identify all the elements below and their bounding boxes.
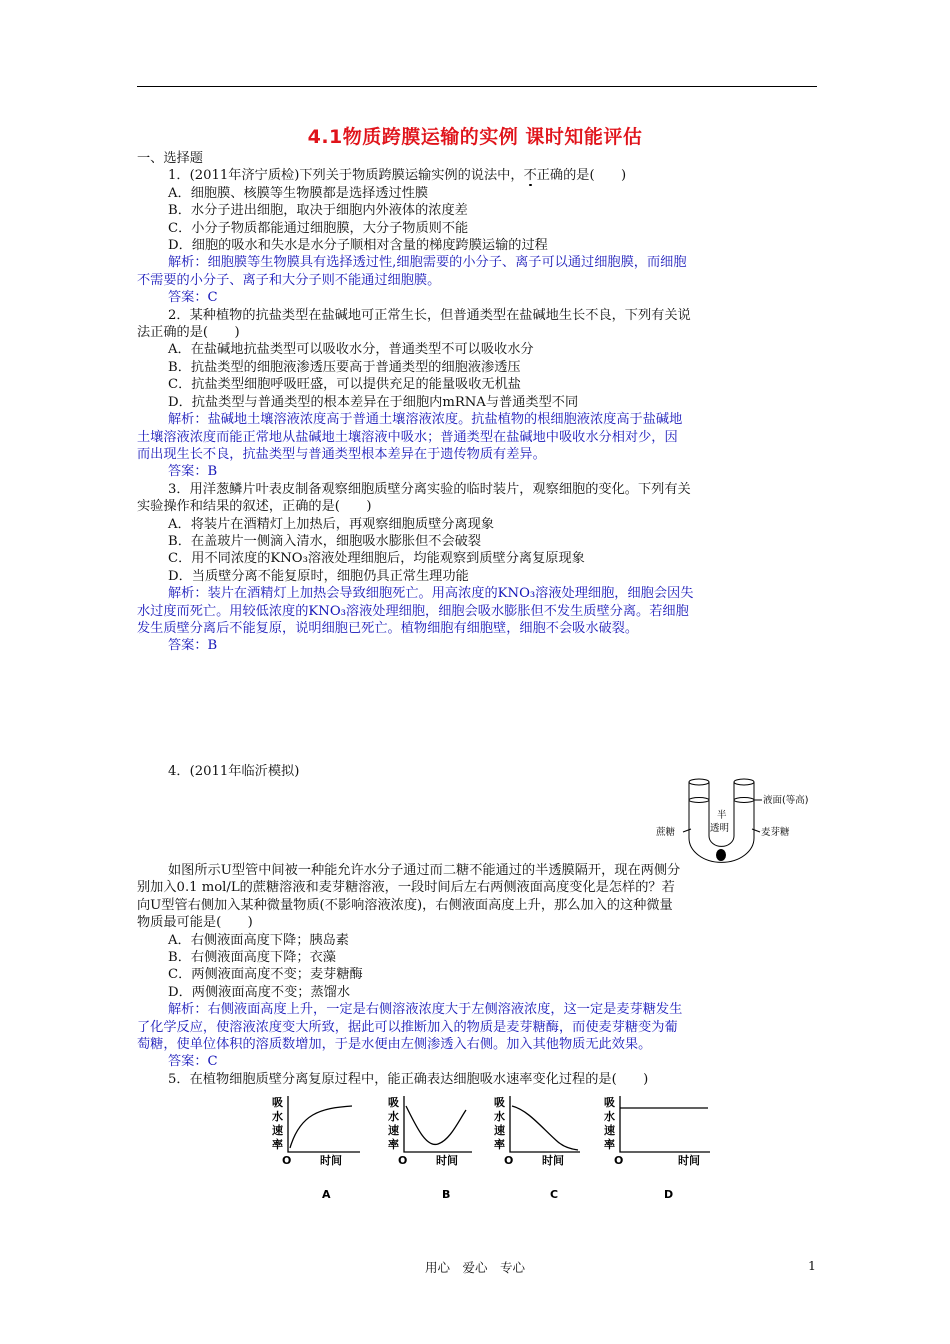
q3-stem: 3．用洋葱鳞片叶表皮制备观察细胞质壁分离实验的临时装片，观察细胞的变化。下列有关 [168, 481, 691, 497]
q1-analysis-cont: 不需要的小分子、离子和大分子则不能通过细胞膜。 [137, 272, 441, 288]
right-tube-top [734, 779, 754, 785]
q3-analysis-cont2: 发生质壁分离后不能复原，说明细胞已死亡。植物细胞有细胞壁，细胞不会吸水破裂。 [137, 620, 639, 636]
origin-label: O [398, 1154, 408, 1167]
graph-d [604, 1095, 700, 1201]
membrane-label-2: 透明 [710, 823, 730, 834]
q4-analysis: 解析：右侧液面高度上升，一定是右侧溶液浓度大于左侧溶液浓度，这一定是麦芽糖发生 [168, 1002, 683, 1018]
y-label-1: 吸 [494, 1096, 505, 1109]
origin-label: O [504, 1154, 514, 1167]
q3-option-a: A．将装片在酒精灯上加热后，再观察细胞质壁分离现象 [168, 516, 495, 532]
y-label-4: 率 [494, 1138, 505, 1151]
q3-analysis-cont1: 水过度而死亡。用较低浓度的KNO₃溶液处理细胞，细胞会吸水膨胀但不发生质壁分离。若细胞 [137, 603, 689, 619]
q2-stem-cont: 法正确的是( ) [137, 325, 240, 341]
q1-answer: 答案：C [168, 290, 218, 306]
curve-c [512, 1106, 578, 1150]
right-leader [752, 829, 760, 832]
y-label-1: 吸 [604, 1096, 615, 1109]
maltose-label: 麦芽糖 [761, 827, 790, 838]
q5-graphs [260, 1092, 720, 1204]
q4-stem: 如图所示U型管中间被一种能允许水分子通过而二糖不能通过的半透膜隔开，现在两侧分 [168, 863, 681, 878]
sucrose-label: 蔗糖 [656, 827, 676, 838]
q1-option-c: C．小分子物质都能通过细胞膜，大分子物质则不能 [168, 220, 469, 236]
graph-label-c: C [550, 1188, 559, 1201]
q2-option-a: A．在盐碱地抗盐类型可以吸收水分，普通类型不可以吸收水分 [168, 342, 534, 358]
q2-stem: 2．某种植物的抗盐类型在盐碱地可正常生长，但普通类型在盐碱地生长不良，下列有关说 [168, 307, 691, 323]
header-rule [137, 86, 817, 87]
origin-label: O [282, 1154, 292, 1167]
analysis-label: 解析： [168, 255, 208, 271]
q4-stem-cont3: 物质最可能是( ) [137, 915, 253, 931]
q2-option-d: D．抗盐类型与普通类型的根本差异在于细胞内mRNA与普通类型不同 [168, 394, 579, 410]
y-label-4: 率 [272, 1138, 283, 1151]
u-tube-figure [650, 772, 825, 864]
graph-b [388, 1095, 458, 1201]
graph-a [272, 1095, 342, 1201]
right-liquid-surface [734, 798, 754, 803]
liquid-level-label: 液面(等高) [763, 795, 809, 806]
q1-option-b: B．水分子进出细胞，取决于细胞内外液体的浓度差 [168, 203, 468, 219]
page-title: 4.1物质跨膜运输的实例 课时知能评估 [307, 126, 643, 148]
q4-answer: 答案：C [168, 1054, 218, 1070]
questions-4-5 [137, 862, 818, 1088]
x-axis-label: 时间 [436, 1154, 458, 1167]
y-label-1: 吸 [388, 1096, 399, 1109]
q4-option-b: B．右侧液面高度下降；衣藻 [168, 950, 336, 966]
q4-option-d: D．两侧液面高度不变；蒸馏水 [168, 984, 351, 1000]
y-label-3: 速 [494, 1124, 505, 1137]
graph-label-b: B [442, 1188, 451, 1201]
q3-option-b: B．在盖玻片一侧滴入清水，细胞吸水膨胀但不会破裂 [168, 533, 482, 549]
q3-stem-cont: 实验操作和结果的叙述，正确的是( ) [137, 499, 372, 515]
q4-stem-cont1: 别加入0.1 mol/L的蔗糖溶液和麦芽糖溶液，一段时间后左右两侧液面高度变化是怎样的？若 [137, 880, 675, 896]
q2-answer: 答案：B [168, 464, 218, 480]
emphasis-dot: 不 [523, 168, 537, 184]
y-label-3: 速 [272, 1124, 283, 1137]
analysis-label: 解析： [168, 586, 208, 602]
q1-option-d: D．细胞的吸水和失水是水分子顺相对含量的梯度跨膜运输的过程 [168, 238, 548, 254]
y-label-2: 水 [604, 1110, 615, 1123]
axes-c [510, 1096, 580, 1152]
q2-analysis: 解析：盐碱地土壤溶液浓度高于普通土壤溶液浓度。抗盐植物的根细胞液浓度高于盐碱地 [168, 412, 683, 428]
q4-analysis-cont1: 了化学反应，使溶液浓度变大所致，据此可以推断加入的物质是麦芽糖酶，而使麦芽糖变为葡 [137, 1019, 678, 1035]
section-heading: 一、选择题 [137, 151, 203, 166]
y-label-2: 水 [388, 1110, 399, 1123]
x-axis-label: 时间 [678, 1154, 700, 1167]
q3-analysis: 解析：装片在酒精灯上加热会导致细胞死亡。用高浓度的KNO₃溶液处理细胞，细胞会因失 [168, 586, 694, 602]
q1-analysis: 解析：细胞膜等生物膜具有选择透过性,细胞需要的小分子、离子可以通过细胞膜，而细胞 [168, 255, 687, 271]
y-label-1: 吸 [272, 1096, 283, 1109]
left-liquid-surface [689, 798, 709, 803]
analysis-label: 解析： [168, 1002, 208, 1018]
y-label-2: 水 [272, 1110, 283, 1123]
x-axis-label: 时间 [320, 1154, 342, 1167]
q4-label: 4．(2011年临沂模拟) [168, 764, 300, 779]
q3-option-c: C．用不同浓度的KNO₃溶液处理细胞后，均能观察到质壁分离复原现象 [168, 551, 585, 567]
q4-stem-cont2: 向U型管右侧加入某种微量物质(不影响溶液浓度)，右侧液面高度上升，那么加入的这种微量 [137, 897, 673, 913]
q3-answer: 答案：B [168, 638, 218, 654]
y-label-4: 率 [604, 1138, 615, 1151]
q5-stem: 5．在植物细胞质壁分离复原过程中，能正确表达细胞吸水速率变化过程的是( ) [168, 1071, 649, 1087]
axes-d [620, 1096, 710, 1152]
graph-label-a: A [322, 1188, 331, 1201]
analysis-label: 解析： [168, 412, 208, 428]
q2-analysis-cont2: 而出现生长不良，抗盐类型与普通类型根本差异在于遗传物质有差异。 [137, 446, 546, 462]
left-tube-top [689, 779, 709, 785]
q4-option-a: A．右侧液面高度下降；胰岛素 [168, 932, 349, 948]
origin-label: O [614, 1154, 624, 1167]
semipermeable-membrane [716, 849, 726, 861]
axes-a [288, 1096, 360, 1152]
q1-option-a: A．细胞膜、核膜等生物膜都是选择透过性膜 [168, 185, 429, 201]
page-number: 1 [808, 1258, 816, 1273]
q4-analysis-cont2: 萄糖，使单位体积的溶质数增加，于是水便由左侧渗透入右侧。加入其他物质无此效果。 [137, 1037, 652, 1053]
q3-option-d: D．当质壁分离不能复原时，细胞仍具正常生理功能 [168, 568, 469, 584]
membrane-label-1: 半 [717, 810, 727, 821]
q2-option-c: C．抗盐类型细胞呼吸旺盛，可以提供充足的能量吸收无机盐 [168, 377, 521, 393]
x-axis-label: 时间 [542, 1154, 564, 1167]
y-label-4: 率 [388, 1138, 399, 1151]
page-footer: 用心 爱心 专心 [424, 1260, 525, 1275]
graph-c [494, 1095, 564, 1201]
curve-b [406, 1106, 466, 1144]
q2-option-b: B．抗盐类型的细胞液渗透压要高于普通类型的细胞液渗透压 [168, 359, 521, 375]
q4-option-c: C．两侧液面高度不变；麦芽糖酶 [168, 967, 363, 983]
left-leader [683, 829, 691, 832]
q1-stem: 1．(2011年济宁质检)下列关于物质跨膜运输实例的说法中，不正确的是( ) [168, 168, 627, 184]
graph-label-d: D [664, 1188, 674, 1201]
curve-a [290, 1106, 352, 1148]
y-label-3: 速 [604, 1124, 615, 1137]
q2-analysis-cont1: 土壤溶液浓度而能正常地从盐碱地土壤溶液中吸水；普通类型在盐碱地中吸收水分相对少，因 [137, 429, 678, 445]
questions-1-3 [137, 150, 818, 655]
y-label-2: 水 [494, 1110, 505, 1123]
y-label-3: 速 [388, 1124, 399, 1137]
